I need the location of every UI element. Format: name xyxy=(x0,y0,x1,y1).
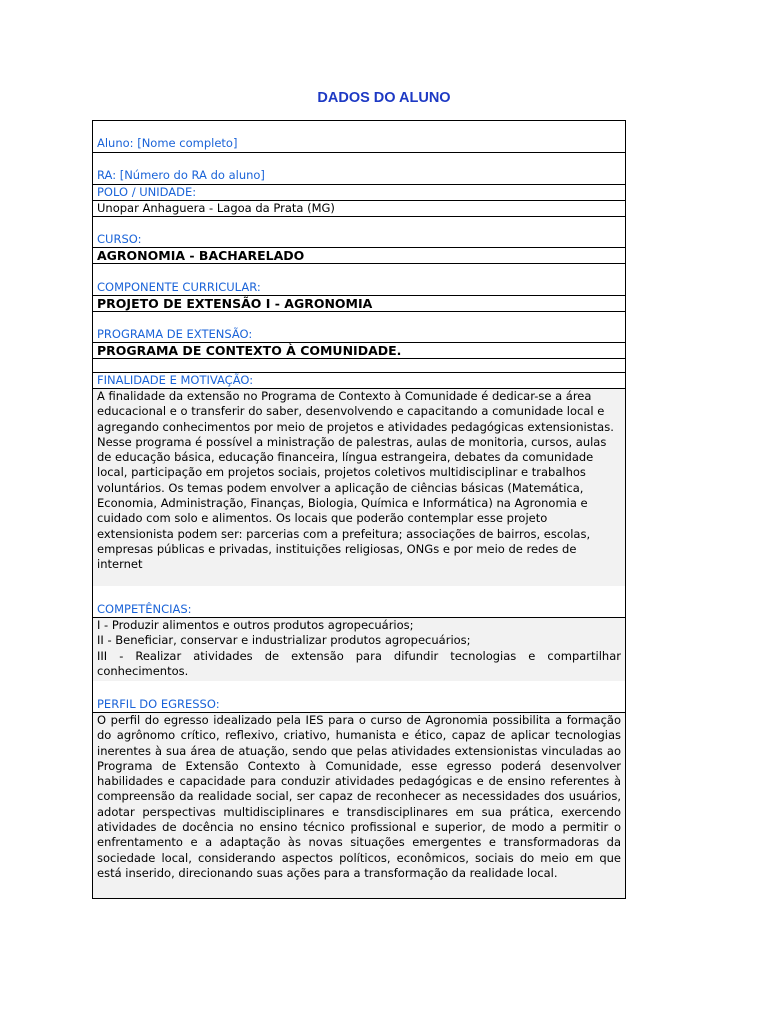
programa-label-row xyxy=(93,312,625,343)
perfil-label: PERFIL DO EGRESSO: xyxy=(97,697,220,711)
ra-row xyxy=(93,153,625,185)
aluno-field[interactable]: Aluno: [Nome completo] xyxy=(97,136,238,150)
perfil-row xyxy=(93,681,625,898)
competencias-row xyxy=(93,586,625,681)
componente-value-row xyxy=(93,296,625,312)
spacer-row xyxy=(93,359,625,373)
componente-label-row xyxy=(93,264,625,296)
finalidade-value[interactable]: A finalidade da extensão no Programa de Contexto à Comunidade é dedicar-se a área educacional e o transferir do saber, desenvolvendo e capacitando a comunidade local e agregando conhecimentos por meio de projetos e atividades pedagógicas extensionistas. Nesse programa é possível a ministração de palestras, aulas de monitoria, cursos, aulas de educação básica, educação financeira, língua estrangeira, debates da comunidade local, participação em projetos sociais, projetos coletivos multidisciplinar e trabalhos voluntários. Os temas podem envolver a aplicação de ciências básicas (Matemática, Economia, Administração, Finanças, Biologia, Química e Informática) na Agronomia e cuidado com solo e alimentos. Os locais que poderão contemplar esse projeto extensionista podem ser: parcerias com a prefeitura; associações de bairros, escolas, empresas públicas e privadas, instituições religiosas, ONGs e por meio de redes de internet xyxy=(93,388,625,586)
student-data-form xyxy=(92,120,626,899)
polo-label: POLO / UNIDADE: xyxy=(97,185,197,199)
programa-label: PROGRAMA DE EXTENSÃO: xyxy=(97,327,253,341)
programa-value-row xyxy=(93,343,625,359)
competencia-item: I - Produzir alimentos e outros produtos agropecuários; xyxy=(97,618,414,632)
polo-label-row xyxy=(93,185,625,201)
ra-field[interactable]: RA: [Número do RA do aluno] xyxy=(97,168,265,182)
componente-label: COMPONENTE CURRICULAR: xyxy=(97,280,261,294)
finalidade-label: FINALIDADE E MOTIVAÇÃO: xyxy=(97,373,254,387)
competencia-item: III - Realizar atividades de extensão para difundir tecnologias e compartilhar conhecimentos. xyxy=(97,648,621,678)
polo-value[interactable]: Unopar Anhaguera - Lagoa da Prata (MG) xyxy=(97,201,335,215)
curso-value[interactable]: AGRONOMIA - BACHARELADO xyxy=(97,248,305,263)
competencias-label: COMPETÊNCIAS: xyxy=(97,602,192,616)
competencias-list[interactable] xyxy=(93,617,625,681)
aluno-row xyxy=(93,121,625,153)
competencia-item: II - Beneficiar, conservar e industrializar produtos agropecuários; xyxy=(97,633,471,648)
polo-value-row xyxy=(93,201,625,217)
perfil-value[interactable]: O perfil do egresso idealizado pela IES para o curso de Agronomia possibilita a formação do agrônomo crítico, reflexivo, criativo, humanista e ético, capaz de aplicar tecnologias inerentes à sua área de atuação, sendo que pelas atividades extensionistas vinculadas ao Programa de Extensão Contexto à Comunidade, esse egresso poderá desenvolver habilidades e capacidade para conduzir atividades pedagógicas e de ensino referentes à compreensão da realidade social, ser capaz de reconhecer as necessidades dos usuários, adotar perspectivas multidisciplinares e transdisciplinares em sua prática, exercendo atividades de docência no ensino técnico profissional e superior, de modo a permitir o enfrentamento e a adaptação às novas situações emergentes e transformadoras da sociedade local, considerando aspectos políticos, econômicos, sociais do meio em que está inserido, direcionando suas ações para a transformação da realidade local. xyxy=(93,712,625,898)
finalidade-row xyxy=(93,373,625,586)
curso-value-row xyxy=(93,248,625,264)
page-title: DADOS DO ALUNO xyxy=(317,90,451,106)
curso-label-row xyxy=(93,217,625,248)
programa-value[interactable]: PROGRAMA DE CONTEXTO À COMUNIDADE. xyxy=(97,343,402,358)
componente-value[interactable]: PROJETO DE EXTENSÃO I - AGRONOMIA xyxy=(97,296,373,311)
curso-label: CURSO: xyxy=(97,232,142,246)
